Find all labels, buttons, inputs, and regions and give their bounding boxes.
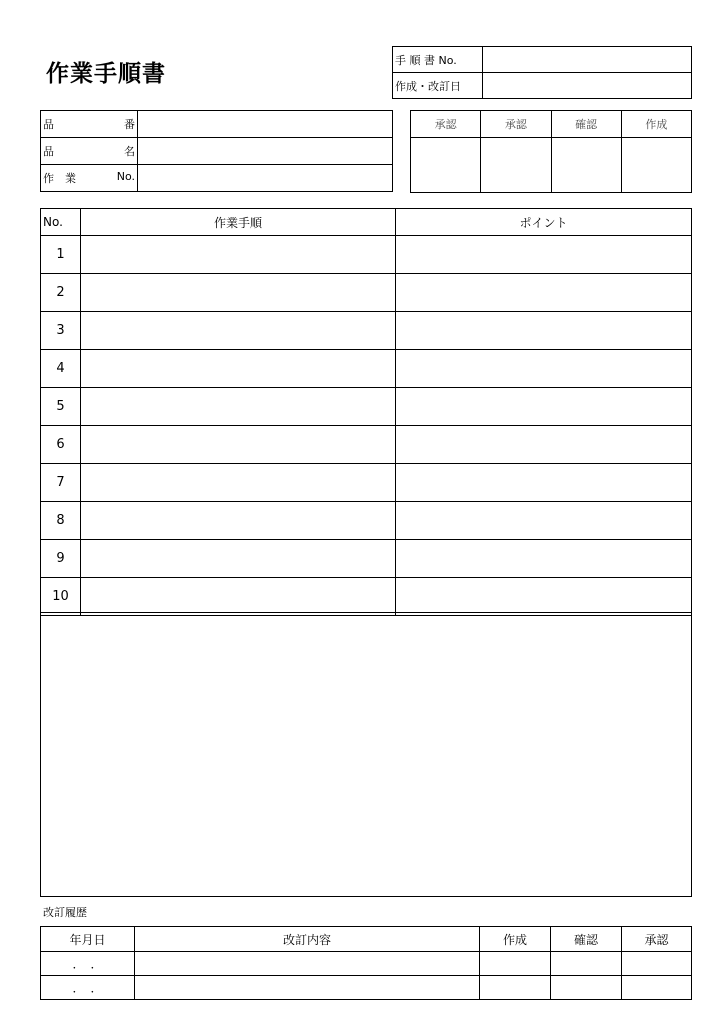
step-number: 9 (41, 540, 81, 578)
doc-no-label: 手 順 書 No. (393, 47, 483, 73)
rev-date-cell[interactable]: ． ． (41, 976, 135, 1000)
confirm-stamp-box[interactable] (551, 138, 621, 193)
rev-confirm-header: 確認 (551, 927, 622, 952)
approval-stamp-box[interactable] (481, 138, 551, 193)
part-number-field[interactable] (138, 111, 393, 138)
step-number: 1 (41, 236, 81, 274)
point-cell[interactable] (396, 236, 692, 274)
point-cell[interactable] (396, 274, 692, 312)
work-steps-table (40, 208, 692, 616)
free-notes-area[interactable] (40, 612, 692, 897)
step-cell[interactable] (81, 540, 396, 578)
rev-confirm-cell[interactable] (551, 976, 622, 1000)
step-cell[interactable] (81, 350, 396, 388)
rev-approve-cell[interactable] (622, 952, 692, 976)
part-info-table (40, 110, 393, 192)
step-number: 5 (41, 388, 81, 426)
step-number: 10 (41, 578, 81, 616)
part-number-label: 品 番 (41, 111, 138, 138)
rev-create-cell[interactable] (480, 976, 551, 1000)
part-name-field[interactable] (138, 138, 393, 165)
point-cell[interactable] (396, 540, 692, 578)
step-cell[interactable] (81, 426, 396, 464)
confirm-header: 確認 (551, 111, 621, 138)
rev-create-header: 作成 (480, 927, 551, 952)
step-header: 作業手順 (81, 209, 396, 236)
work-number-label: 作 業 No. (41, 165, 138, 192)
step-no-header: No. (41, 209, 81, 236)
point-cell[interactable] (396, 502, 692, 540)
rev-content-header: 改訂内容 (135, 927, 480, 952)
rev-create-cell[interactable] (480, 952, 551, 976)
step-number: 4 (41, 350, 81, 388)
revision-history-title: 改訂履歴 (43, 906, 87, 919)
step-number: 8 (41, 502, 81, 540)
point-cell[interactable] (396, 388, 692, 426)
point-header: ポイント (396, 209, 692, 236)
approval-stamp-table (410, 110, 692, 193)
doc-no-field[interactable] (483, 47, 692, 73)
step-cell[interactable] (81, 464, 396, 502)
part-name-label: 品 名 (41, 138, 138, 165)
step-number: 3 (41, 312, 81, 350)
step-number: 2 (41, 274, 81, 312)
create-header: 作成 (621, 111, 691, 138)
point-cell[interactable] (396, 578, 692, 616)
create-stamp-box[interactable] (621, 138, 691, 193)
rev-content-cell[interactable] (135, 952, 480, 976)
step-number: 7 (41, 464, 81, 502)
work-number-field[interactable] (138, 165, 393, 192)
point-cell[interactable] (396, 350, 692, 388)
step-cell[interactable] (81, 388, 396, 426)
step-cell[interactable] (81, 274, 396, 312)
step-number: 6 (41, 426, 81, 464)
point-cell[interactable] (396, 464, 692, 502)
rev-confirm-cell[interactable] (551, 952, 622, 976)
rev-date-header: 年月日 (41, 927, 135, 952)
approval-stamp-box[interactable] (411, 138, 481, 193)
rev-date-cell[interactable]: ． ． (41, 952, 135, 976)
point-cell[interactable] (396, 426, 692, 464)
revision-history-table (40, 926, 692, 1000)
rev-content-cell[interactable] (135, 976, 480, 1000)
rev-approve-header: 承認 (622, 927, 692, 952)
revised-date-label: 作成・改訂日 (393, 73, 483, 99)
doc-number-table (392, 46, 692, 99)
step-cell[interactable] (81, 236, 396, 274)
step-cell[interactable] (81, 312, 396, 350)
page-title: 作業手順書 (46, 61, 166, 87)
step-cell[interactable] (81, 578, 396, 616)
approval-header: 承認 (481, 111, 551, 138)
point-cell[interactable] (396, 312, 692, 350)
rev-approve-cell[interactable] (622, 976, 692, 1000)
approval-header: 承認 (411, 111, 481, 138)
revised-date-field[interactable] (483, 73, 692, 99)
step-cell[interactable] (81, 502, 396, 540)
